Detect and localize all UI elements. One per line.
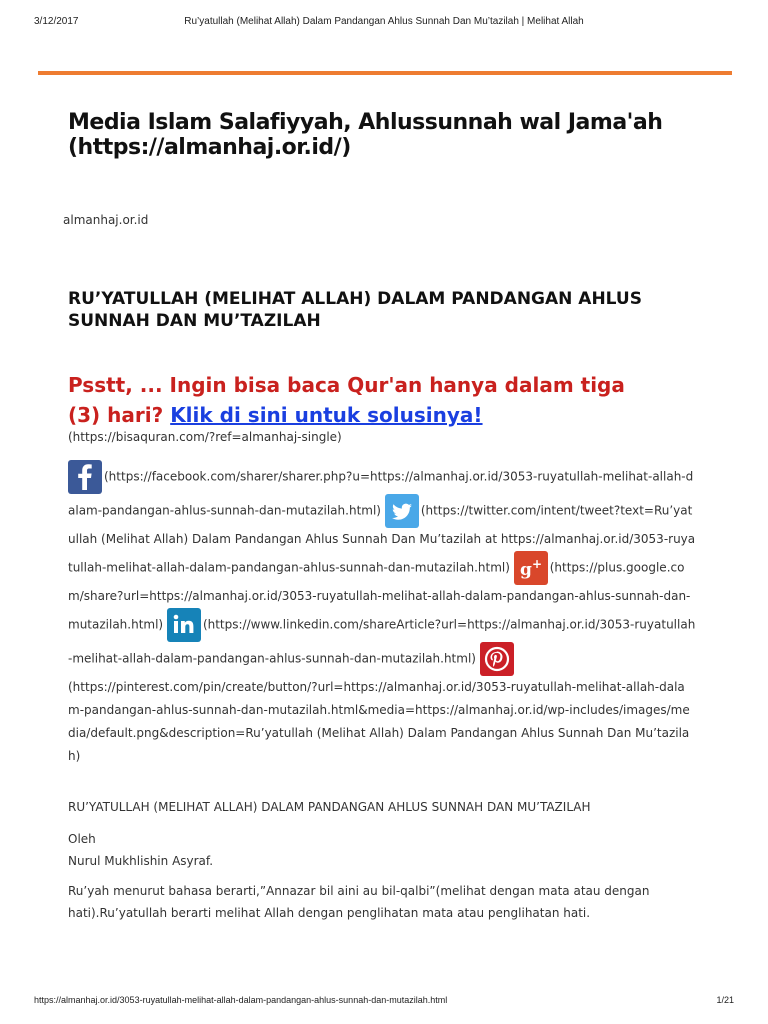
header-divider bbox=[38, 71, 732, 75]
byline-label: Oleh bbox=[68, 832, 96, 846]
promo-link[interactable]: Klik di sini untuk solusinya! bbox=[170, 403, 483, 427]
body-heading: RU’YATULLAH (MELIHAT ALLAH) DALAM PANDANGAN AHLUS SUNNAH DAN MU’TAZILAH bbox=[68, 800, 591, 814]
pinterest-icon[interactable] bbox=[480, 642, 514, 676]
linkedin-share-url[interactable]: (https://www.linkedin.com/shareArticle?url=https://almanhaj.or.id/3053-ruyatullah-melihat-allah-dalam-pandangan-ahlus-sunnah-dan-mutazilah.html) bbox=[68, 617, 696, 666]
google-plus-icon[interactable] bbox=[514, 551, 548, 585]
googleplus-share-url[interactable]: (https://plus.google.com/share?url=https://almanhaj.or.id/3053-ruyatullah-melihat-allah-dalam-pandangan-ahlus-sunnah-dan-mutazilah.html) bbox=[68, 560, 691, 632]
body-paragraph: Ru’yah menurut bahasa berarti,”Annazar bil aini au bil-qalbi”(melihat dengan mata atau dengan hati).Ru’yatullah berarti melihat Allah dengan penglihatan mata atau penglihatan hati. bbox=[68, 884, 650, 920]
promo-url[interactable]: (https://bisaquran.com/?ref=almanhaj-single) bbox=[68, 430, 342, 444]
print-header bbox=[34, 16, 734, 30]
author-name: Nurul Mukhlishin Asyraf. bbox=[68, 854, 214, 868]
facebook-icon[interactable] bbox=[68, 460, 102, 494]
twitter-icon[interactable] bbox=[385, 494, 419, 528]
share-links bbox=[68, 460, 696, 768]
promo-text: Psstt, ... Ingin bisa baca Qur'an hanya dalam tiga (3) hari? bbox=[68, 373, 625, 427]
print-footer-url: https://almanhaj.or.id/3053-ruyatullah-melihat-allah-dalam-pandangan-ahlus-sunnah-dan-mutazilah.html bbox=[34, 995, 448, 1005]
svg-text:+: + bbox=[531, 557, 542, 571]
promo-banner bbox=[68, 370, 628, 430]
article-title: RU’YATULLAH (MELIHAT ALLAH) DALAM PANDANGAN AHLUS SUNNAH DAN MU’TAZILAH bbox=[68, 289, 642, 331]
print-page-title: Ru’yatullah (Melihat Allah) Dalam Pandangan Ahlus Sunnah Dan Mu’tazilah | Melihat Allah bbox=[184, 16, 584, 27]
pinterest-share-url[interactable]: (https://pinterest.com/pin/create/button/?url=https://almanhaj.or.id/3053-ruyatullah-melihat-allah-dalam-pandangan-ahlus-sunnah-dan-mutazilah.html&media=https://almanhaj.or.id/wp-includes/images/media/default.png&description=Ru’yatullah (Melihat Allah) Dalam Pandangan Ahlus Sunnah Dan Mu’tazilah) bbox=[68, 680, 690, 763]
twitter-share-url[interactable]: (https://twitter.com/intent/tweet?text=Ru’yatullah (Melihat Allah) Dalam Pandangan Ahlus Sunnah Dan Mu’tazilah at https://almanhaj.or.id/3053-ruyatullah-melihat-allah-dalam-pandangan-ahlus-sunnah-dan-mutazilah.html) bbox=[68, 503, 696, 575]
site-title[interactable]: Media Islam Salafiyyah, Ahlussunnah wal Jama'ah (https://almanhaj.or.id/) bbox=[68, 110, 663, 160]
print-date: 3/12/2017 bbox=[34, 16, 79, 27]
svg-text:g: g bbox=[519, 560, 532, 580]
linkedin-icon[interactable] bbox=[167, 608, 201, 642]
print-footer bbox=[34, 995, 734, 1009]
site-logo-text[interactable]: almanhaj.or.id bbox=[63, 213, 149, 227]
facebook-share-url[interactable]: (https://facebook.com/sharer/sharer.php?u=https://almanhaj.or.id/3053-ruyatullah-melihat-allah-dalam-pandangan-ahlus-sunnah-dan-mutazilah.html) bbox=[68, 469, 694, 518]
page-number: 1/21 bbox=[716, 995, 734, 1005]
article-body bbox=[68, 796, 688, 932]
